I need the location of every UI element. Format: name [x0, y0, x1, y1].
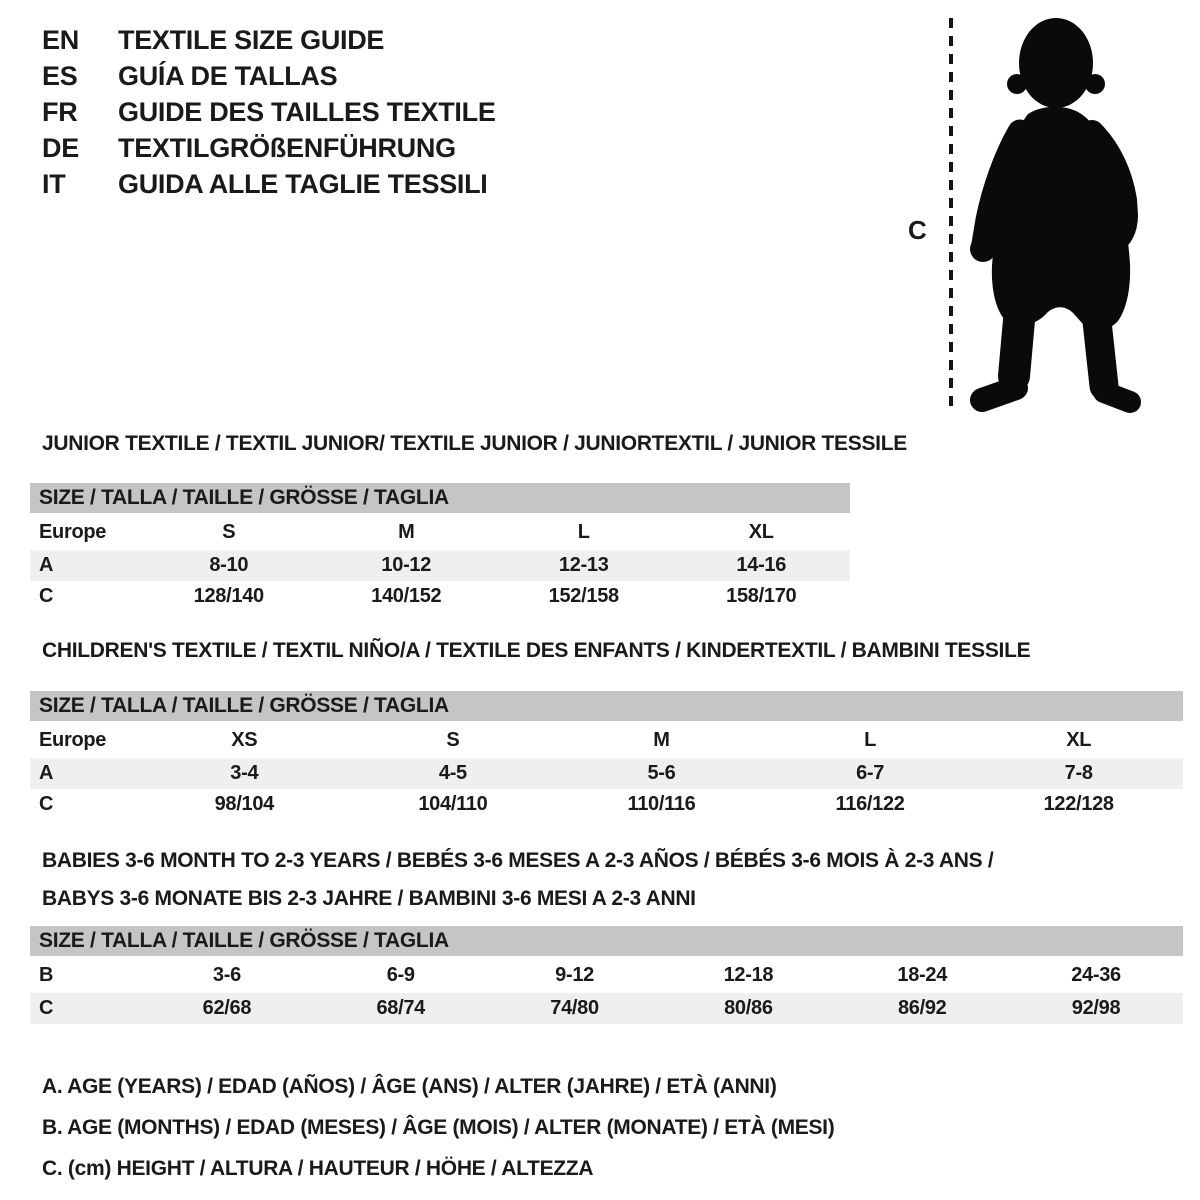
row-label: Europe: [39, 729, 107, 751]
language-row: [42, 166, 496, 202]
language-code: ES: [42, 60, 78, 91]
language-title-list: [42, 22, 496, 202]
row-label: C: [39, 585, 54, 607]
table-cell: 80/86: [724, 997, 773, 1019]
table-cell: 14-16: [736, 554, 787, 576]
table-cell: 9-12: [555, 964, 594, 986]
language-code: DE: [42, 132, 79, 163]
table-cell: 5-6: [647, 762, 676, 784]
table-cell: 116/122: [835, 793, 905, 815]
table-cell: M: [653, 729, 670, 751]
table-cell: 86/92: [897, 997, 947, 1019]
table-cell: 18-24: [897, 964, 948, 986]
table-row: [30, 581, 850, 612]
table-cell: 12-18: [723, 964, 774, 986]
row-label: A: [39, 762, 54, 784]
language-row: [42, 58, 496, 94]
table-row: [30, 958, 1183, 993]
language-row: [42, 130, 496, 166]
table-cell: XL: [748, 521, 774, 543]
table-cell: 6-7: [856, 762, 885, 784]
row-label: Europe: [39, 521, 107, 543]
table-cell: S: [446, 729, 460, 751]
table-cell: 3-6: [212, 964, 241, 986]
height-figure: [890, 10, 1190, 420]
height-measure-label: C: [908, 215, 927, 245]
section-title-line: BABIES 3-6 MONTH TO 2-3 YEARS / BEBÉS 3-6 MESES A 2-3 AÑOS / BÉBÉS 3-6 MOIS À 2-3 ANS /: [42, 849, 994, 872]
language-code: IT: [42, 168, 66, 199]
table-cell: 122/128: [1043, 793, 1114, 815]
table-row: [30, 789, 1183, 820]
language-title: GUIDA ALLE TAGLIE TESSILI: [118, 168, 488, 199]
childrens-textile-title: [42, 632, 1030, 670]
language-code: FR: [42, 96, 78, 127]
size-header-bar: SIZE / TALLA / TAILLE / GRÖSSE / TAGLIA: [30, 691, 1183, 721]
table-cell: 104/110: [418, 793, 488, 815]
table-row: [30, 758, 1183, 789]
table-cell: 6-9: [386, 964, 415, 986]
section-title-line: BABYS 3-6 MONATE BIS 2-3 JAHRE / BAMBINI 3-6 MESI A 2-3 ANNI: [42, 887, 696, 910]
language-row: [42, 22, 496, 58]
language-title: TEXTILE SIZE GUIDE: [118, 24, 385, 55]
size-header-bar: SIZE / TALLA / TAILLE / GRÖSSE / TAGLIA: [30, 926, 1183, 956]
section-title-line: JUNIOR TEXTILE / TEXTIL JUNIOR/ TEXTILE JUNIOR / JUNIORTEXTIL / JUNIOR TESSILE: [42, 432, 907, 455]
table-row: [30, 993, 1183, 1024]
legend-line: C. (cm) HEIGHT / ALTURA / HAUTEUR / HÖHE / ALTEZZA: [42, 1157, 594, 1180]
language-row: [42, 94, 496, 130]
table-cell: S: [222, 521, 236, 543]
language-title: GUIDE DES TAILLES TEXTILE: [118, 96, 496, 127]
table-cell: M: [398, 521, 415, 543]
table-cell: 12-13: [558, 554, 609, 576]
childrens-textile-table: [30, 691, 1183, 820]
table-row: [30, 723, 1183, 758]
table-cell: 152/158: [548, 585, 619, 607]
size-header-bar: SIZE / TALLA / TAILLE / GRÖSSE / TAGLIA: [30, 483, 850, 513]
table-cell: 98/104: [214, 793, 274, 815]
table-cell: 74/80: [550, 997, 599, 1019]
table-cell: 7-8: [1064, 762, 1093, 784]
table-cell: XL: [1066, 729, 1092, 751]
language-title: TEXTILGRÖßENFÜHRUNG: [118, 132, 456, 163]
babies-textile-title: [42, 842, 993, 918]
height-dashed-line: [947, 16, 955, 416]
row-label: C: [39, 997, 54, 1019]
table-cell: 110/116: [627, 793, 696, 815]
legend-line: A. AGE (YEARS) / EDAD (AÑOS) / ÂGE (ANS) / ALTER (JAHRE) / ETÀ (ANNI): [42, 1075, 777, 1098]
table-cell: 92/98: [1071, 997, 1121, 1019]
row-label: C: [39, 793, 54, 815]
language-code: EN: [42, 24, 79, 55]
table-cell: 68/74: [376, 997, 426, 1019]
table-cell: L: [577, 521, 590, 543]
table-cell: 24-36: [1071, 964, 1121, 986]
babies-textile-table: [30, 926, 1183, 1024]
table-cell: L: [864, 729, 877, 751]
row-label: B: [39, 964, 54, 986]
table-cell: 140/152: [371, 585, 442, 607]
table-cell: 3-4: [230, 762, 259, 784]
junior-textile-title: [42, 425, 907, 463]
table-cell: 62/68: [202, 997, 252, 1019]
table-cell: 4-5: [438, 762, 467, 784]
language-title: GUÍA DE TALLAS: [118, 60, 338, 91]
section-title-line: CHILDREN'S TEXTILE / TEXTIL NIÑO/A / TEXTILE DES ENFANTS / KINDERTEXTIL / BAMBINI TESSILE: [42, 639, 1031, 662]
baby-silhouette-icon: [958, 14, 1158, 416]
table-cell: 10-12: [381, 554, 432, 576]
table-row: [30, 515, 850, 550]
row-label: A: [39, 554, 54, 576]
table-cell: 8-10: [209, 554, 249, 576]
table-cell: 128/140: [193, 585, 264, 607]
table-row: [30, 550, 850, 581]
table-cell: XS: [231, 729, 258, 751]
junior-textile-table: [30, 483, 850, 612]
table-cell: 158/170: [726, 585, 797, 607]
legend-line: B. AGE (MONTHS) / EDAD (MESES) / ÂGE (MOIS) / ALTER (MONATE) / ETÀ (MESI): [42, 1116, 835, 1139]
measurement-legend: [42, 1066, 834, 1189]
